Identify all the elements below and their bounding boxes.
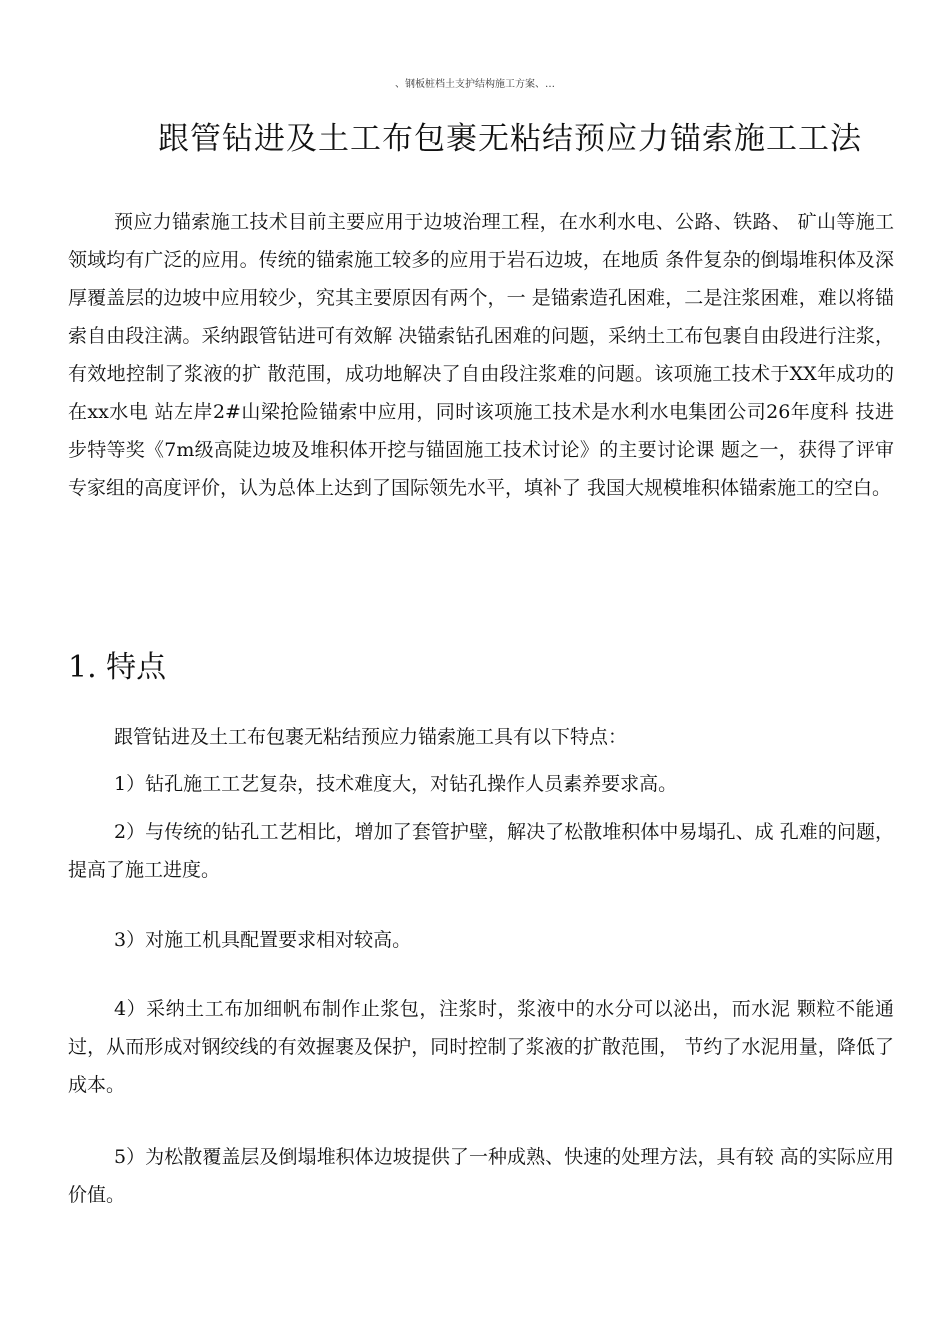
feature-item-5: 5）为松散覆盖层及倒塌堆积体边坡提供了一种成熟、快速的处理方法，具有较 高的实际应用价值。 <box>68 1146 894 1206</box>
feature-item-3: 3）对施工机具配置要求相对较高。 <box>114 929 412 951</box>
running-header: 、钢板桩档土支护结构施工方案、… <box>395 79 555 90</box>
intro-paragraph: 预应力锚索施工技术目前主要应用于边坡治理工程，在水利水电、公路、铁路、 矿山等施工领域均有广泛的应用。传统的锚索施工较多的应用于岩石边坡，在地质 条件复杂的倒塌堆积体及深厚覆盖层的边坡中应用较少，究其主要原因有两个，一 是锚索造孔困难，二是注浆困难，难以将锚索自由段注满。采纳跟管钻进可有效解 决锚索钻孔困难的问题，采纳土工布包裹自由段进行注浆，有效地控制了浆液的扩 散范围，成功地解决了自由段注浆难的问题。该项施工技术于XX年成功的在xx水电 站左岸2#山梁抢险锚索中应用，同时该项施工技术是水利水电集团公司26年度科 技进步特等奖《7m级高陡边坡及堆积体开挖与锚固施工技术讨论》的主要讨论课 题之一，获得了评审专家组的高度评价，认为总体上达到了国际领先水平，填补了 我国大规模堆积体锚索施工的空白。 <box>68 211 894 499</box>
feature-item-4: 4）采纳土工布加细帆布制作止浆包，注浆时，浆液中的水分可以泌出，而水泥 颗粒不能通过，从而形成对钢绞线的有效握裹及保护，同时控制了浆液的扩散范围， 节约了水泥用量，降低了成本。 <box>68 998 894 1096</box>
feature-item-2: 2）与传统的钻孔工艺相比，增加了套管护壁，解决了松散堆积体中易塌孔、成 孔难的问题，提高了施工进度。 <box>68 821 894 881</box>
feature-item-1: 1）钻孔施工工艺复杂，技术难度大，对钻孔操作人员素养要求高。 <box>114 773 678 795</box>
features-lead-paragraph: 跟管钻进及土工布包裹无粘结预应力锚索施工具有以下特点： <box>114 726 628 748</box>
section-heading-features: 1. 特点 <box>68 650 167 685</box>
document-title: 跟管钻进及土工布包裹无粘结预应力锚索施工工法 <box>158 120 862 157</box>
